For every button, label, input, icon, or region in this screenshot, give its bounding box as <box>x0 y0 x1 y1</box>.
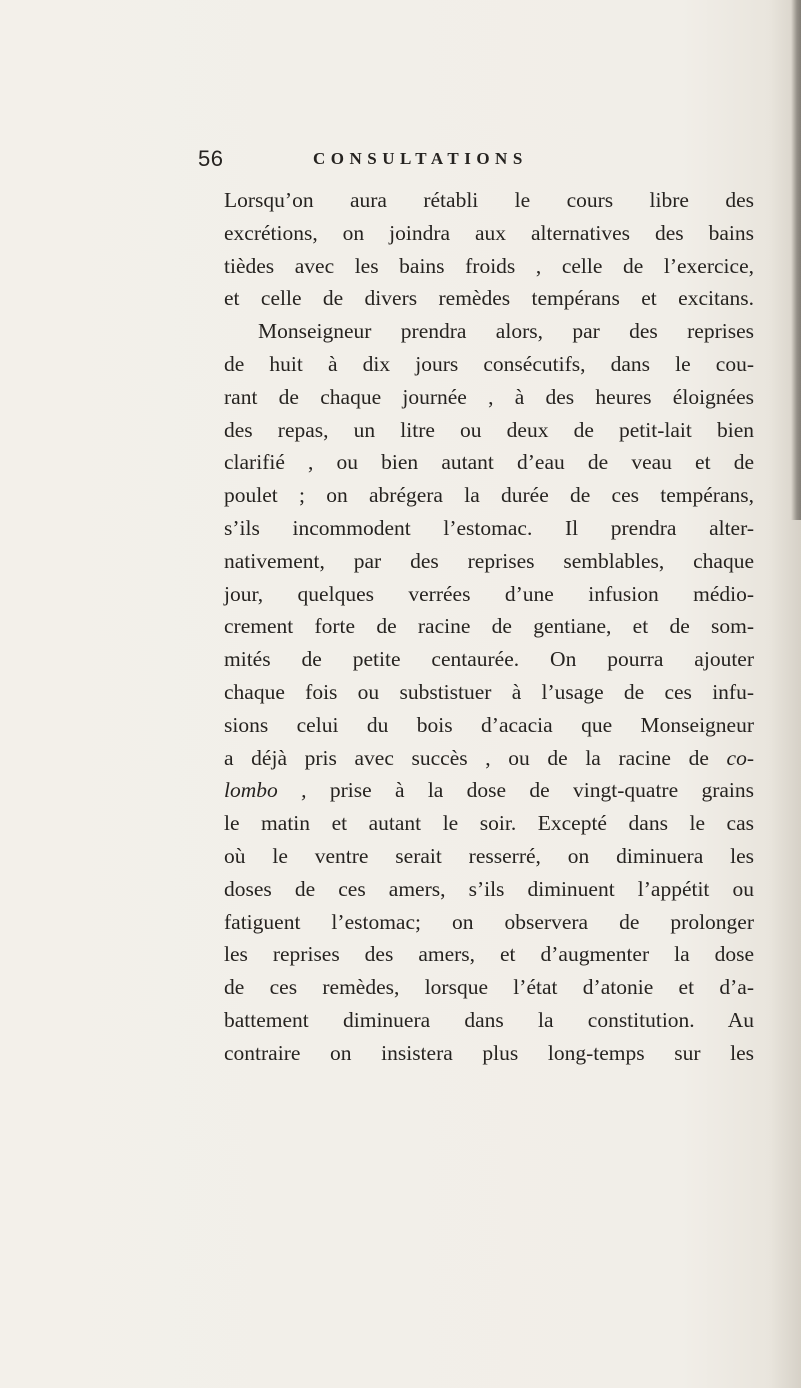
page-header <box>198 146 758 182</box>
page-number: 56 <box>198 146 224 171</box>
text-segment: a déjà pris avec succès , ou de la racine de <box>224 745 709 770</box>
text-line <box>224 742 754 775</box>
running-head: CONSULTATIONS <box>313 149 528 168</box>
page-edge-shadow <box>791 0 801 520</box>
italic-word: lombo , <box>224 778 307 803</box>
text-line: jour, quelques verrées d’une infusion médio- <box>224 581 754 606</box>
text-line: clarifié , ou bien autant d’eau de veau et de <box>224 450 754 475</box>
text-line <box>224 774 754 807</box>
text-line: nativement, par des reprises semblables, chaque <box>224 548 754 573</box>
text-line: sions celui du bois d’acacia que Monseigneur <box>224 712 754 737</box>
text-line: les reprises des amers, et d’augmenter la dose <box>224 942 754 967</box>
text-line: Lorsqu’on aura rétabli le cours libre des <box>224 188 754 212</box>
text-line: crement forte de racine de gentiane, et de som- <box>224 614 754 639</box>
text-line: le matin et autant le soir. Excepté dans le cas <box>224 811 754 836</box>
italic-word: co- <box>726 745 754 770</box>
text-line: mités de petite centaurée. On pourra ajouter <box>224 647 754 672</box>
text-line: doses de ces amers, s’ils diminuent l’appétit ou <box>224 876 754 901</box>
text-line: fatiguent l’estomac; on observera de prolonger <box>224 909 754 934</box>
text-line: de ces remèdes, lorsque l’état d’atonie et d’a- <box>224 975 754 1000</box>
text-line: battement diminuera dans la constitution. Au <box>224 1007 754 1032</box>
body-text <box>224 184 754 1070</box>
text-line: chaque fois ou substistuer à l’usage de ces infu- <box>224 679 754 704</box>
text-line: et celle de divers remèdes tempérans et excitans. <box>224 286 754 311</box>
text-line: contraire on insistera plus long-temps sur les <box>224 1040 754 1065</box>
text-line: tièdes avec les bains froids , celle de l’exercice, <box>224 253 754 278</box>
text-segment: prise à la dose de vingt-quatre grains <box>329 778 755 803</box>
text-line: poulet ; on abrégera la durée de ces tempérans, <box>224 483 754 508</box>
text-line: Monseigneur prendra alors, par des reprises <box>258 319 754 344</box>
text-line: des repas, un litre ou deux de petit-lait bien <box>224 417 754 442</box>
text-line: de huit à dix jours consécutifs, dans le cou- <box>224 351 754 376</box>
text-line: où le ventre serait resserré, on diminuera les <box>224 843 754 868</box>
text-line: excrétions, on joindra aux alternatives des bains <box>224 220 754 245</box>
text-line: s’ils incommodent l’estomac. Il prendra alter- <box>224 515 754 540</box>
text-line: rant de chaque journée , à des heures éloignées <box>224 384 754 409</box>
